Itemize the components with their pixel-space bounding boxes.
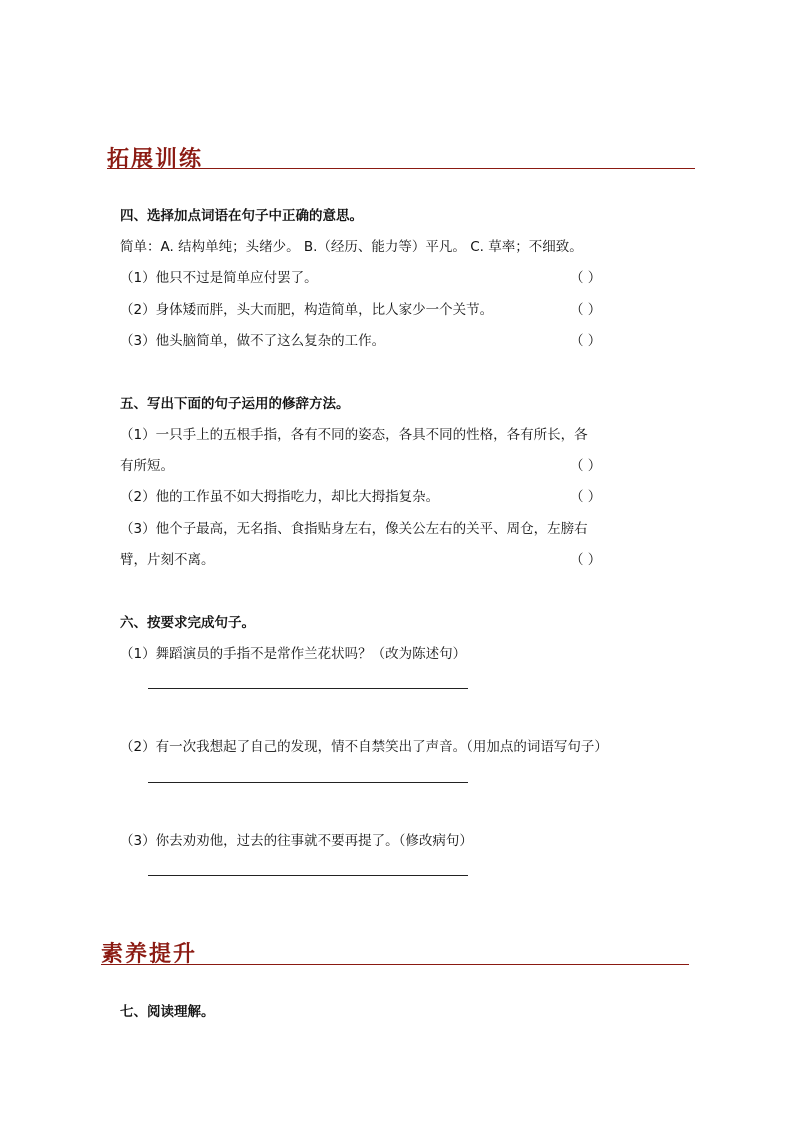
q4-item-3: （3）他头脑简单，做不了这么复杂的工作。 (120, 333, 386, 349)
q5-item-1-line-1: （1）一只手上的五根手指，各有不同的姿态，各具不同的性格，各有所长，各 (120, 427, 588, 443)
q6-item-3-answer-line[interactable] (148, 875, 468, 876)
q6-item-2: （2）有一次我想起了自己的发现，情不自禁笑出了声音。（用加点的词语写句子） (120, 739, 608, 755)
section-title-improvement: 素养提升 (101, 941, 198, 967)
q6-title: 六、按要求完成句子。 (120, 615, 255, 631)
q4-item-2: （2）身体矮而胖，头大而肥，构造简单，比人家少一个关节。 (120, 302, 494, 318)
q4-item-1: （1）他只不过是简单应付罢了。 (120, 270, 318, 286)
q5-item-2: （2）他的工作虽不如大拇指吃力，却比大拇指复杂。 (120, 489, 440, 505)
q5-item-1-line-2: 有所短。 (120, 458, 174, 474)
section-divider-improvement (101, 964, 689, 965)
q6-item-1: （1）舞蹈演员的手指不是常作兰花状吗？（改为陈述句） (120, 646, 467, 662)
q4-item-2-answer-blank[interactable]: （ ） (570, 302, 602, 318)
section-title-extension: 拓展训练 (107, 146, 204, 172)
q7-title: 七、阅读理解。 (120, 1004, 215, 1020)
q4-title-text: 四、选择加点词语在句子中正确的意思。 (120, 208, 363, 224)
q5-item-3-line-1: （3）他个子最高，无名指、食指贴身左右，像关公左右的关平、周仓，左膀右 (120, 521, 588, 537)
q5-title: 五、写出下面的句子运用的修辞方法。 (120, 396, 350, 412)
q6-item-2-answer-line[interactable] (148, 782, 468, 783)
q4-item-3-answer-blank[interactable]: （ ） (570, 333, 602, 349)
section-divider-extension (107, 168, 695, 169)
q4-meanings: 简单：A. 结构单纯；头绪少。 B.（经历、能力等）平凡。 C. 草率；不细致。 (120, 239, 583, 255)
q4-title (120, 204, 363, 224)
q5-item-2-answer-blank[interactable]: （ ） (570, 489, 602, 505)
q4-item-1-answer-blank[interactable]: （ ） (570, 270, 602, 286)
q5-item-3-line-2: 臂，片刻不离。 (120, 552, 215, 568)
q5-item-1-answer-blank[interactable]: （ ） (570, 458, 602, 474)
q6-item-3: （3）你去劝劝他，过去的往事就不要再提了。（修改病句） (120, 833, 473, 849)
q6-item-1-answer-line[interactable] (148, 688, 468, 689)
q5-item-3-answer-blank[interactable]: （ ） (570, 552, 602, 568)
